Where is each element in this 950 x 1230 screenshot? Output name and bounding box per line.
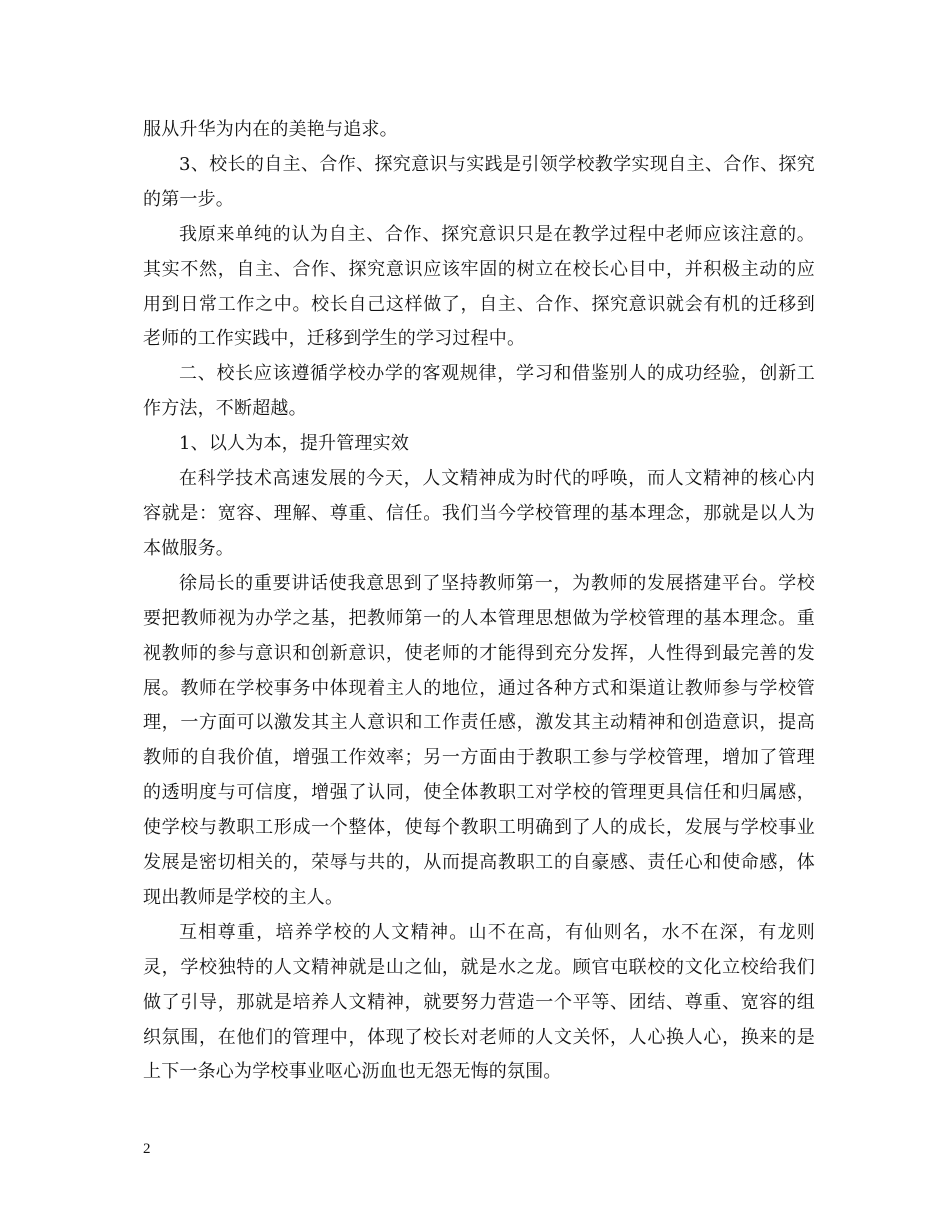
paragraph-subheading-1: 1、以人为本，提升管理实效	[179, 433, 410, 455]
paragraph-point-3: 3、校长的自主、合作、探究意识与实践是引领学校教学实现自主、合作、探究的第一步。	[143, 153, 815, 210]
paragraph-reflection: 我原来单纯的认为自主、合作、探究意识只是在教学过程中老师应该注意的。其实不然，自主、合作、探究意识应该牢固的树立在校长心目中，并积极主动的应用到日常工作之中。校长自己这样做了，自主、合作、探究意识就会有机的迁移到老师的工作实践中，迁移到学生的学习过程中。	[143, 223, 815, 350]
page-number: 2	[143, 1141, 151, 1157]
paragraph-section-2: 二、校长应该遵循学校办学的客观规律，学习和借鉴别人的成功经验，创新工作方法，不断超越。	[143, 363, 815, 420]
body-text	[143, 113, 815, 1090]
paragraph-mutual-respect: 互相尊重，培养学校的人文精神。山不在高，有仙则名，水不在深，有龙则灵，学校独特的人文精神就是山之仙，就是水之龙。顾官屯联校的文化立校给我们做了引导，那就是培养人文精神，就要努力营造一个平等、团结、尊重、宽容的组织氛围，在他们的管理中，体现了校长对老师的人文关怀，人心换人心，换来的是上下一条心为学校事业呕心沥血也无怨无悔的氛围。	[143, 921, 815, 1083]
paragraph-continuation: 服从升华为内在的美艳与追求。	[143, 119, 398, 140]
paragraph-humanism: 在科学技术高速发展的今天，人文精神成为时代的呼唤，而人文精神的核心内容就是：宽容、理解、尊重、信任。我们当今学校管理的基本理念，那就是以人为本做服务。	[143, 468, 815, 559]
paragraph-teacher-first: 徐局长的重要讲话使我意思到了坚持教师第一，为教师的发展搭建平台。学校要把教师视为办学之基，把教师第一的人本管理思想做为学校管理的基本理念。重视教师的参与意识和创新意识，使老师的才能得到充分发挥，人性得到最完善的发展。教师在学校事务中体现着主人的地位，通过各种方式和渠道让教师参与学校管理，一方面可以激发其主人意识和工作责任感，激发其主动精神和创造意识，提高教师的自我价值，增强工作效率；另一方面由于教职工参与学校管理，增加了管理的透明度与可信度，增强了认同，使全体教职工对学校的管理更具信任和归属感，使学校与教职工形成一个整体，使每个教职工明确到了人的成长，发展与学校事业发展是密切相关的，荣辱与共的，从而提高教职工的自豪感、责任心和使命感，体现出教师是学校的主人。	[143, 572, 815, 908]
